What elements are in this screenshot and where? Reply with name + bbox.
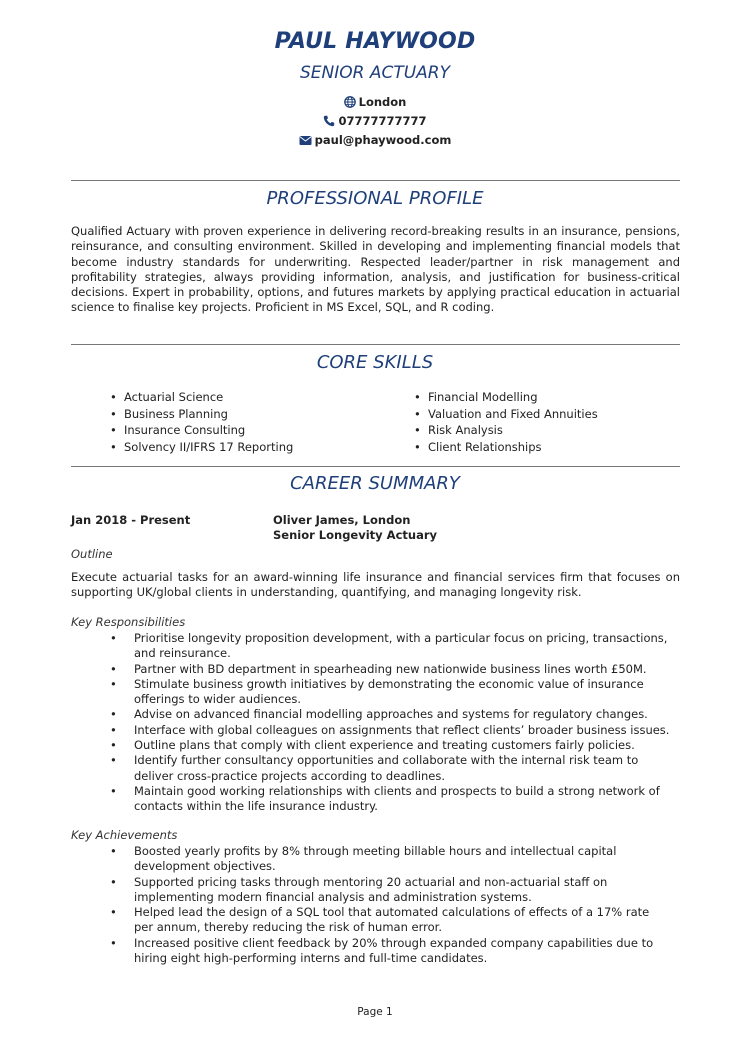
contact-phone xyxy=(0,114,750,128)
envelope-icon xyxy=(299,135,312,146)
phone-text[interactable]: 07777777777 xyxy=(338,114,427,128)
list-item: • Maintain good working relationships with clients and prospects to build a strong network of contacts within the life insurance industry. xyxy=(110,784,670,815)
skill-item: • Financial Modelling xyxy=(414,389,598,406)
candidate-name: PAUL HAYWOOD xyxy=(274,29,476,54)
job-dates: Jan 2018 - Present xyxy=(71,513,191,527)
list-item: • Boosted yearly profits by 8% through meeting billable hours and intellectual capital development objectives. xyxy=(110,844,670,875)
skills-list-right xyxy=(414,389,598,455)
section-divider xyxy=(71,344,680,345)
location-text: London xyxy=(358,95,407,109)
contact-email xyxy=(0,133,750,147)
list-item: • Stimulate business growth initiatives by demonstrating the economic value of insurance offerings to wider audiences. xyxy=(110,677,670,708)
job-employer: Oliver James, London xyxy=(273,513,411,527)
skill-item: • Actuarial Science xyxy=(110,389,293,406)
list-item: • Outline plans that comply with client experience and treating customers fairly policies. xyxy=(110,738,670,753)
profile-summary: Qualified Actuary with proven experience in delivering record-breaking results in an insurance, pensions, reinsurance, and consulting environment. Skilled in developing and implementing financial models that become industry standards for underwriting. Respected leader/partner in risk management and profitability strategies, always providing information, analysis, and justification for business-critical decisions. Expert in probability, options, and futures markets by applying practical education in actuarial science to finalise key projects. Proficient in MS Excel, SQL, and R coding. xyxy=(71,224,680,315)
list-item: • Prioritise longevity proposition development, with a particular focus on pricing, transactions, and reinsurance. xyxy=(110,631,670,662)
email-link[interactable]: paul@phaywood.com xyxy=(314,133,452,147)
job-role: Senior Longevity Actuary xyxy=(273,528,437,542)
list-item: • Supported pricing tasks through mentoring 20 actuarial and non-actuarial staff on implementing modern financial analysis and administration systems. xyxy=(110,875,670,906)
responsibilities-list xyxy=(110,631,670,815)
achievements-list xyxy=(110,844,670,966)
skills-heading: CORE SKILLS xyxy=(316,352,434,373)
list-item: • Helped lead the design of a SQL tool that automated calculations of effects of a 17% rate per annum, thereby reducing the risk of human error. xyxy=(110,905,670,936)
skill-item: • Business Planning xyxy=(110,406,293,423)
globe-icon xyxy=(344,96,356,108)
skills-list-left xyxy=(110,389,293,455)
list-item: • Increased positive client feedback by 20% through expanded company capabilities due to hiring eight high-performing interns and full-time candidates. xyxy=(110,936,670,967)
section-divider xyxy=(71,180,680,181)
list-item: • Identify further consultancy opportunities and collaborate with the internal risk team to deliver cross-practice projects according to deadlines. xyxy=(110,753,670,784)
responsibilities-label: Key Responsibilities xyxy=(71,615,186,629)
profile-heading: PROFESSIONAL PROFILE xyxy=(266,188,484,209)
list-item: • Advise on advanced financial modelling approaches and systems for regulatory changes. xyxy=(110,707,670,722)
section-divider xyxy=(71,466,680,467)
skill-item: • Insurance Consulting xyxy=(110,422,293,439)
job-outline: Execute actuarial tasks for an award-winning life insurance and financial services firm that focuses on supporting UK/global clients in understanding, quantifying, and managing longevity risk. xyxy=(71,570,680,600)
list-item: • Interface with global colleagues on assignments that reflect clients’ broader business issues. xyxy=(110,723,670,738)
outline-label: Outline xyxy=(71,547,113,561)
achievements-label: Key Achievements xyxy=(71,828,178,842)
skill-item: • Client Relationships xyxy=(414,439,598,456)
skill-item: • Valuation and Fixed Annuities xyxy=(414,406,598,423)
list-item: • Partner with BD department in spearheading new nationwide business lines worth £50M. xyxy=(110,662,670,677)
page-number: Page 1 xyxy=(357,1006,393,1018)
candidate-title: SENIOR ACTUARY xyxy=(299,63,450,83)
career-heading: CAREER SUMMARY xyxy=(290,473,460,494)
contact-location xyxy=(0,95,750,109)
phone-icon xyxy=(323,115,335,127)
skill-item: • Solvency II/IFRS 17 Reporting xyxy=(110,439,293,456)
skill-item: • Risk Analysis xyxy=(414,422,598,439)
